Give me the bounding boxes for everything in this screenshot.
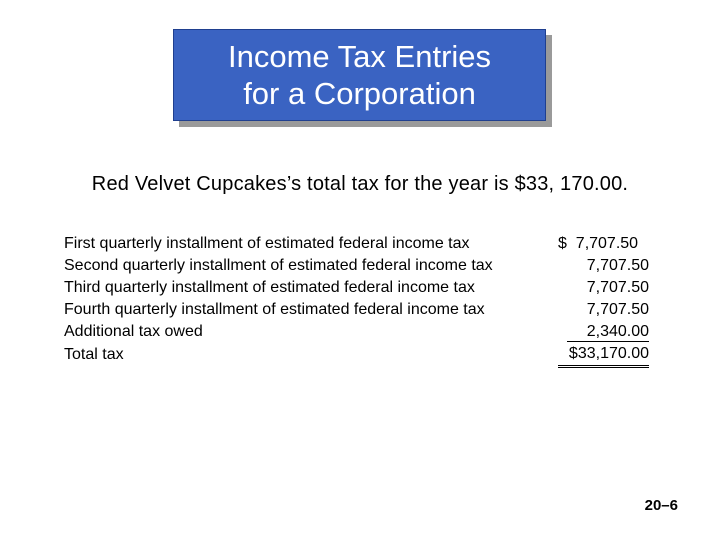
row-amount: 2,340.00 <box>558 321 649 343</box>
row-label: Total tax <box>64 345 124 363</box>
total-amount: $33,170.00 <box>558 343 649 367</box>
row-label: Second quarterly installment of estimated federal income tax <box>64 257 493 274</box>
table-row-total <box>64 343 649 367</box>
table-row <box>64 277 649 299</box>
tax-table <box>64 233 649 368</box>
table-row <box>64 255 649 277</box>
row-amount: 7,707.50 <box>586 257 649 274</box>
row-label: Additional tax owed <box>64 323 203 340</box>
row-label: Fourth quarterly installment of estimated federal income tax <box>64 301 485 318</box>
title-box <box>173 29 546 121</box>
table-row <box>64 299 649 321</box>
row-amount: $ 7,707.50 <box>558 235 639 252</box>
title-line-1: Income Tax Entries <box>227 39 492 74</box>
row-label: Third quarterly installment of estimated federal income tax <box>64 279 475 296</box>
subtitle: Red Velvet Cupcakes’s total tax for the year is $33, 170.00. <box>91 173 629 195</box>
row-amount: 7,707.50 <box>586 301 649 318</box>
row-amount: 7,707.50 <box>586 279 649 296</box>
table-row <box>64 233 649 255</box>
table-row <box>64 321 649 343</box>
row-label: First quarterly installment of estimated federal income tax <box>64 235 470 252</box>
page-number: 20–6 <box>644 497 678 514</box>
title-line-2: for a Corporation <box>243 76 476 111</box>
